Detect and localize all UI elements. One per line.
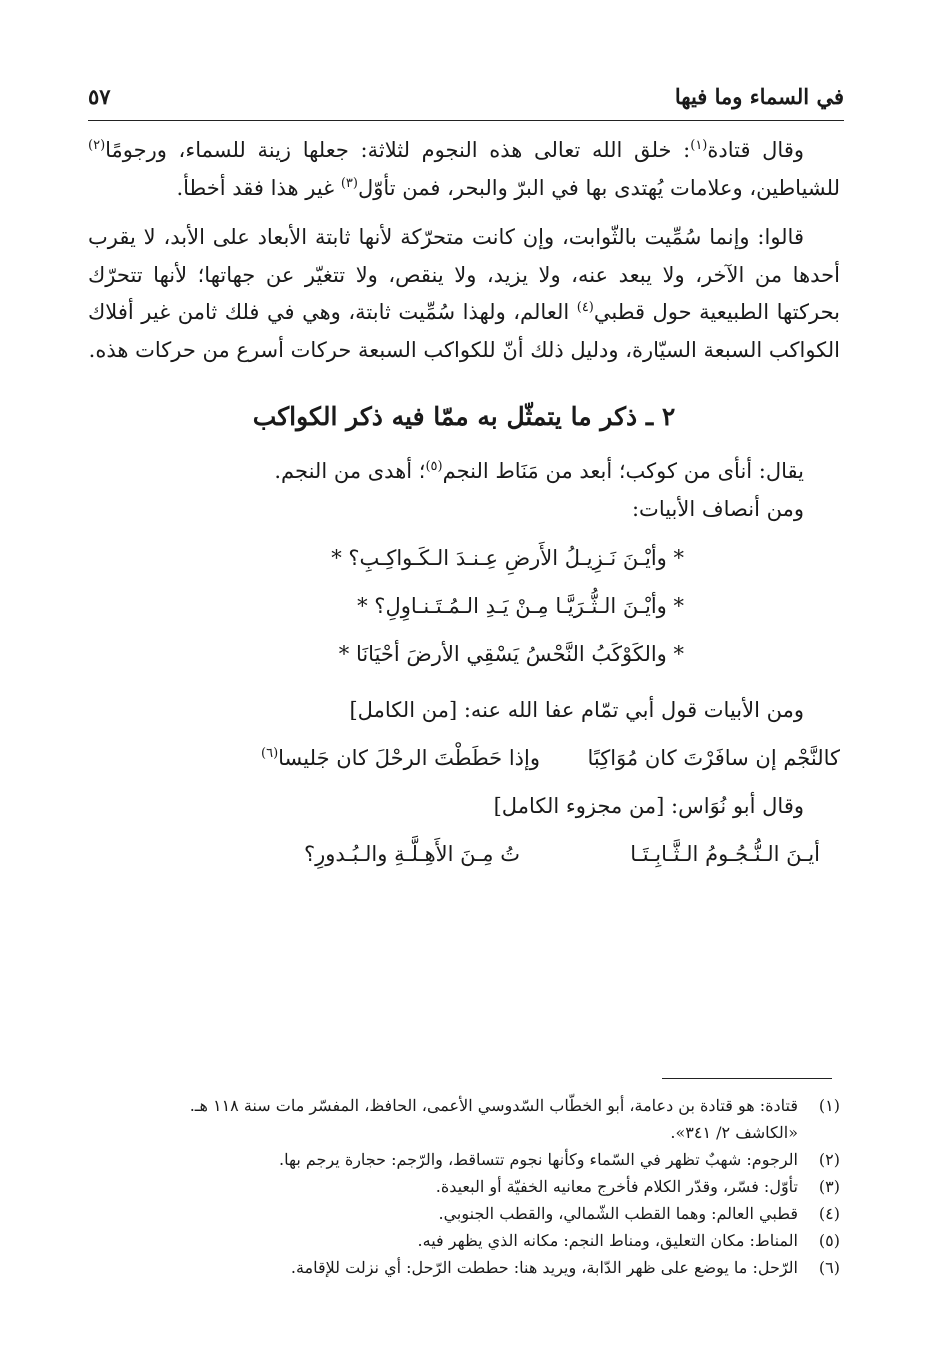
footnote [88, 1227, 840, 1254]
paragraph-fixed-stars: قالوا: وإنما سُمِّيت بالثّوابت، وإن كانت متحرّكة لأنها ثابتة الأبعاد على الأبد، لا يقرب أحدها من الآخر، ولا يبعد عنه، ولا يزيد، ولا ينقص، ولا تتغيّر عن جهاتها؛ لأنها تتحرّك بحركتها الطبيعية حول قطبي$^{(٤)}$ العالم، ولهذا سُمِّيت ثابتة، وهي في فلك ثامن غير أفلاك الكواكب السبعة السيّارة، ودليل ذلك أنّ للكواكب السبعة حركات أسرع من حركات هذه. [88, 225, 840, 362]
section-heading: ٢ ـ ذكر ما يتمثّل به ممّا فيه ذكر الكواكب [252, 402, 676, 431]
couplet-abu-nuwas [88, 830, 840, 878]
verse-1: * وأيْـنَ نَـزِيـلُ الأَرضِ عِـنـدَ الـكَـواكِـبِ؟ * [331, 546, 684, 570]
footnote-ref-1[interactable]: (١) [690, 138, 708, 153]
footnote [88, 1200, 840, 1227]
footnote-text: قطبي العالم: وهما القطب الشّمالي، والقطب الجنوبي. [438, 1204, 798, 1223]
running-header [88, 82, 844, 121]
footnote-text: «الكاشف ٢/ ٣٤١». [670, 1123, 798, 1142]
footnote-number: (٦) [818, 1258, 840, 1277]
page-number: ٥٧ [88, 84, 111, 109]
footnote-text: الرّحل: ما يوضع على ظهر الدّابة، ويريد هنا: حططت الرّحل: أي نزلت للإقامة. [290, 1258, 798, 1277]
hemistich-second: تُ مِـنَ الأَهِـلَّـةِ والـبُـدورِ؟ [303, 842, 520, 866]
footnote [88, 1119, 840, 1146]
chapter-title: في السماء وما فيها [674, 84, 844, 109]
footnote-ref-6[interactable]: (٦) [261, 746, 279, 761]
footnote-number: (٣) [818, 1177, 840, 1196]
verse-3: * والكَوْكَبُ النَّحْسُ يَسْقِي الأرضَ أحْيَانَا * [338, 642, 684, 666]
main-text [88, 132, 840, 878]
footnote-text: تأوّل: فسّر، وقدّر الكلام فأخرج معانيه الخفيّة أو البعيدة. [435, 1177, 798, 1196]
hemistich-first: أيـنَ الـنُّـجُـومُ الـثَّـابِـتَـا [630, 842, 820, 866]
footnote-text: قتادة: هو قتادة بن دعامة، أبو الخطّاب السّدوسي الأعمى، الحافظ، المفسّر مات سنة ١١٨ هـ. [189, 1096, 798, 1115]
footnotes [88, 1092, 840, 1281]
footnote-text: الرجوم: شهبٌ تظهر في السّماء وكأنها نجوم تتساقط، والرّجم: حجارة يرجم بها. [279, 1150, 798, 1169]
hemistich-second: وإذا حَطَطْتَ الرحْلَ كان جَليسا$^{(٦)}$ [261, 746, 540, 770]
footnote-ref-2[interactable]: (٢) [88, 138, 106, 153]
half-verses-intro: ومن أنصاف الأبيات: [631, 496, 804, 521]
footnote-ref-5[interactable]: (٥) [425, 459, 443, 474]
abu-tammam-intro: ومن الأبيات قول أبي تمّام عفا الله عنه: [من الكامل] [349, 698, 804, 722]
footnote [88, 1146, 840, 1173]
abu-nuwas-intro: وقال أبو نُوَاس: [من مجزوء الكامل] [493, 794, 804, 818]
footnote-ref-3[interactable]: (٣) [340, 175, 358, 191]
footnote-ref-4[interactable]: (٤) [576, 300, 594, 315]
half-verses [88, 534, 840, 678]
couplet-abu-tammam [88, 734, 840, 782]
footnote-text: المناط: مكان التعليق، ومناط النجم: مكانه الذي يظهر فيه. [417, 1231, 798, 1250]
footnote [88, 1173, 840, 1200]
footnote-number: (٥) [818, 1231, 840, 1250]
hemistich-first: كالنَّجْم إن سافَرْتَ كان مُوَاكِبًا [587, 746, 840, 770]
footnote-number: (٢) [818, 1150, 840, 1169]
footnote-number: (١) [818, 1096, 840, 1115]
footnote [88, 1092, 840, 1119]
footnote [88, 1254, 840, 1281]
paragraph-proverbs: يقال: أنأى من كوكب؛ أبعد من مَنَاط النجم$^{(٥)}$؛ أهدى من النجم. [274, 459, 804, 483]
footnote-number [798, 1119, 840, 1146]
footnote-separator [662, 1078, 832, 1079]
paragraph-qatada: وقال قتادة$^{(١)}$: خلق الله تعالى هذه النجوم لثلاثة: جعلها زينة للسماء، ورجومًا$^{(٢)}$ للشياطين، وعلامات يُهتدى بها في البرّ والبحر، فمن تأوّل$^{(٣)}$ غير هذا فقد أخطأ. [88, 138, 840, 200]
verse-2: * وأيْـنَ الـثُّـرَيَّـا مِـنْ يَـدِ الـمُـتَـنـاوِلِ؟ * [357, 594, 684, 618]
footnote-number: (٤) [818, 1204, 840, 1223]
